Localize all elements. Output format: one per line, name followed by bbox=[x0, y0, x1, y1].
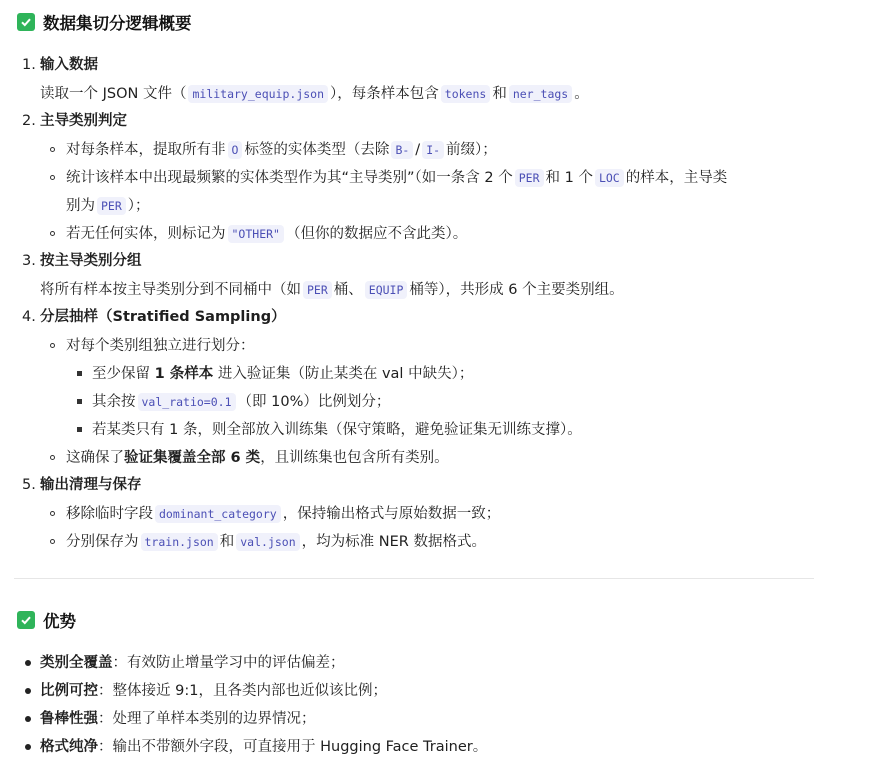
step-2-bullet-1 bbox=[66, 140, 497, 160]
text: 标签的实体类型（去除 bbox=[244, 142, 390, 158]
bullet-dot bbox=[25, 716, 31, 722]
step-number: 1. bbox=[22, 57, 36, 73]
bullet-circle bbox=[50, 539, 55, 544]
bullet-square bbox=[77, 427, 82, 432]
text: ：整体接近 9:1，且各类内部也近似该比例； bbox=[98, 683, 387, 699]
text: 将所有样本按主导类别分到不同桶中（如 bbox=[40, 282, 301, 298]
text: 统计该样本中出现最频繁的实体类型作为其“主导类别”（如一条含 2 个 bbox=[66, 170, 513, 186]
step-5-bullet-2 bbox=[66, 532, 486, 552]
inline-code: B- bbox=[391, 141, 413, 159]
text: 和 1 个 bbox=[545, 170, 593, 186]
step-5-bullet-1 bbox=[66, 504, 500, 524]
step-4-bullet-1 bbox=[66, 336, 255, 356]
text: （即 10%）比例划分； bbox=[237, 394, 391, 410]
check-mark-icon bbox=[17, 611, 35, 629]
bold-text: 验证集覆盖全部 6 类 bbox=[124, 450, 261, 466]
text: 前缀）； bbox=[446, 142, 497, 158]
inline-code: LOC bbox=[595, 169, 624, 187]
text: 至少保留 bbox=[92, 366, 150, 382]
text: ，保持输出格式与原始数据一致； bbox=[282, 506, 501, 522]
advantage-item bbox=[40, 709, 316, 729]
step-title: 输出清理与保存 bbox=[40, 477, 142, 493]
step-2-bullet-2 bbox=[66, 168, 727, 188]
step-number: 4. bbox=[22, 309, 36, 325]
text: 读取一个 JSON 文件（ bbox=[40, 86, 187, 102]
text: 桶、 bbox=[333, 282, 363, 298]
section-divider bbox=[14, 578, 814, 579]
text: 若某类只有 1 条，则全部放入训练集（保守策略，避免验证集无训练支撑）。 bbox=[92, 422, 582, 438]
bullet-circle bbox=[50, 231, 55, 236]
bullet-square bbox=[77, 399, 82, 404]
inline-code: val_ratio=0.1 bbox=[138, 393, 236, 411]
inline-code: O bbox=[228, 141, 243, 159]
step-4-sub-1 bbox=[92, 364, 473, 384]
inline-code: PER bbox=[97, 197, 126, 215]
section-title: 优势 bbox=[43, 612, 76, 631]
text: ：处理了单样本类别的边界情况； bbox=[98, 711, 316, 727]
bullet-circle bbox=[50, 343, 55, 348]
step-4-sub-2 bbox=[92, 392, 390, 412]
section-heading-advantages bbox=[17, 608, 76, 632]
text: ，均为标准 NER 数据格式。 bbox=[301, 534, 486, 550]
bullet-circle bbox=[50, 455, 55, 460]
text: 桶等），共形成 6 个主要类别组。 bbox=[409, 282, 624, 298]
inline-code: military_equip.json bbox=[188, 85, 328, 103]
bullet-circle bbox=[50, 175, 55, 180]
step-title: 分层抽样（Stratified Sampling） bbox=[40, 309, 286, 325]
advantage-item bbox=[40, 653, 345, 673]
inline-code: PER bbox=[515, 169, 544, 187]
text: ）； bbox=[127, 198, 150, 214]
bullet-circle bbox=[50, 511, 55, 516]
inline-code: EQUIP bbox=[365, 281, 408, 299]
bullet-square bbox=[77, 371, 82, 376]
text: 分别保存为 bbox=[66, 534, 139, 550]
advantage-item bbox=[40, 737, 487, 757]
text: 这确保了 bbox=[66, 450, 124, 466]
text: ，且训练集也包含所有类别。 bbox=[260, 450, 449, 466]
check-mark-icon bbox=[17, 13, 35, 31]
advantage-item bbox=[40, 681, 387, 701]
step-number: 3. bbox=[22, 253, 36, 269]
section-title: 数据集切分逻辑概要 bbox=[43, 14, 192, 33]
inline-code: val.json bbox=[236, 533, 299, 551]
bold-text: 1 条样本 bbox=[154, 366, 214, 382]
text: ：输出不带额外字段，可直接用于 Hugging Face Trainer。 bbox=[98, 739, 488, 755]
step-4-sub-3 bbox=[92, 420, 582, 440]
bullet-circle bbox=[50, 147, 55, 152]
inline-code: PER bbox=[303, 281, 332, 299]
bullet-dot bbox=[25, 660, 31, 666]
text: 其余按 bbox=[92, 394, 136, 410]
text: ：有效防止增量学习中的评估偏差； bbox=[112, 655, 345, 671]
step-4-bullet-2 bbox=[66, 448, 449, 468]
text: 对每个类别组独立进行划分： bbox=[66, 338, 255, 354]
step-1-text bbox=[40, 84, 589, 104]
inline-code: I- bbox=[422, 141, 444, 159]
text: （但你的数据应不含此类）。 bbox=[285, 226, 468, 242]
text: 和 bbox=[219, 534, 235, 550]
step-number: 5. bbox=[22, 477, 36, 493]
section-heading-summary bbox=[17, 10, 192, 34]
step-3-text bbox=[40, 280, 624, 300]
bold-text: 格式纯净 bbox=[40, 739, 98, 755]
text: 。 bbox=[574, 86, 589, 102]
text: ），每条样本包含 bbox=[330, 86, 439, 102]
text: 进入验证集（防止某类在 val 中缺失）； bbox=[217, 366, 474, 382]
inline-code: train.json bbox=[141, 533, 218, 551]
step-2-bullet-2-cont bbox=[66, 196, 150, 216]
bold-text: 鲁棒性强 bbox=[40, 711, 98, 727]
bold-text: 比例可控 bbox=[40, 683, 98, 699]
step-title: 按主导类别分组 bbox=[40, 253, 142, 269]
inline-code: "OTHER" bbox=[228, 225, 284, 243]
text: 对每条样本，提取所有非 bbox=[66, 142, 226, 158]
step-title: 主导类别判定 bbox=[40, 113, 127, 129]
step-2-bullet-3 bbox=[66, 224, 467, 244]
step-number: 2. bbox=[22, 113, 36, 129]
bullet-dot bbox=[25, 688, 31, 694]
inline-code: tokens bbox=[441, 85, 491, 103]
bullet-dot bbox=[25, 744, 31, 750]
text: 移除临时字段 bbox=[66, 506, 153, 522]
inline-code: ner_tags bbox=[509, 85, 572, 103]
step-title: 输入数据 bbox=[40, 57, 98, 73]
inline-code: dominant_category bbox=[155, 505, 281, 523]
text: 和 bbox=[492, 86, 507, 102]
text: 的样本，主导类 bbox=[625, 170, 728, 186]
text: 若无任何实体，则标记为 bbox=[66, 226, 226, 242]
bold-text: 类别全覆盖 bbox=[40, 655, 113, 671]
text: 别为 bbox=[66, 198, 95, 214]
text: / bbox=[415, 142, 421, 158]
